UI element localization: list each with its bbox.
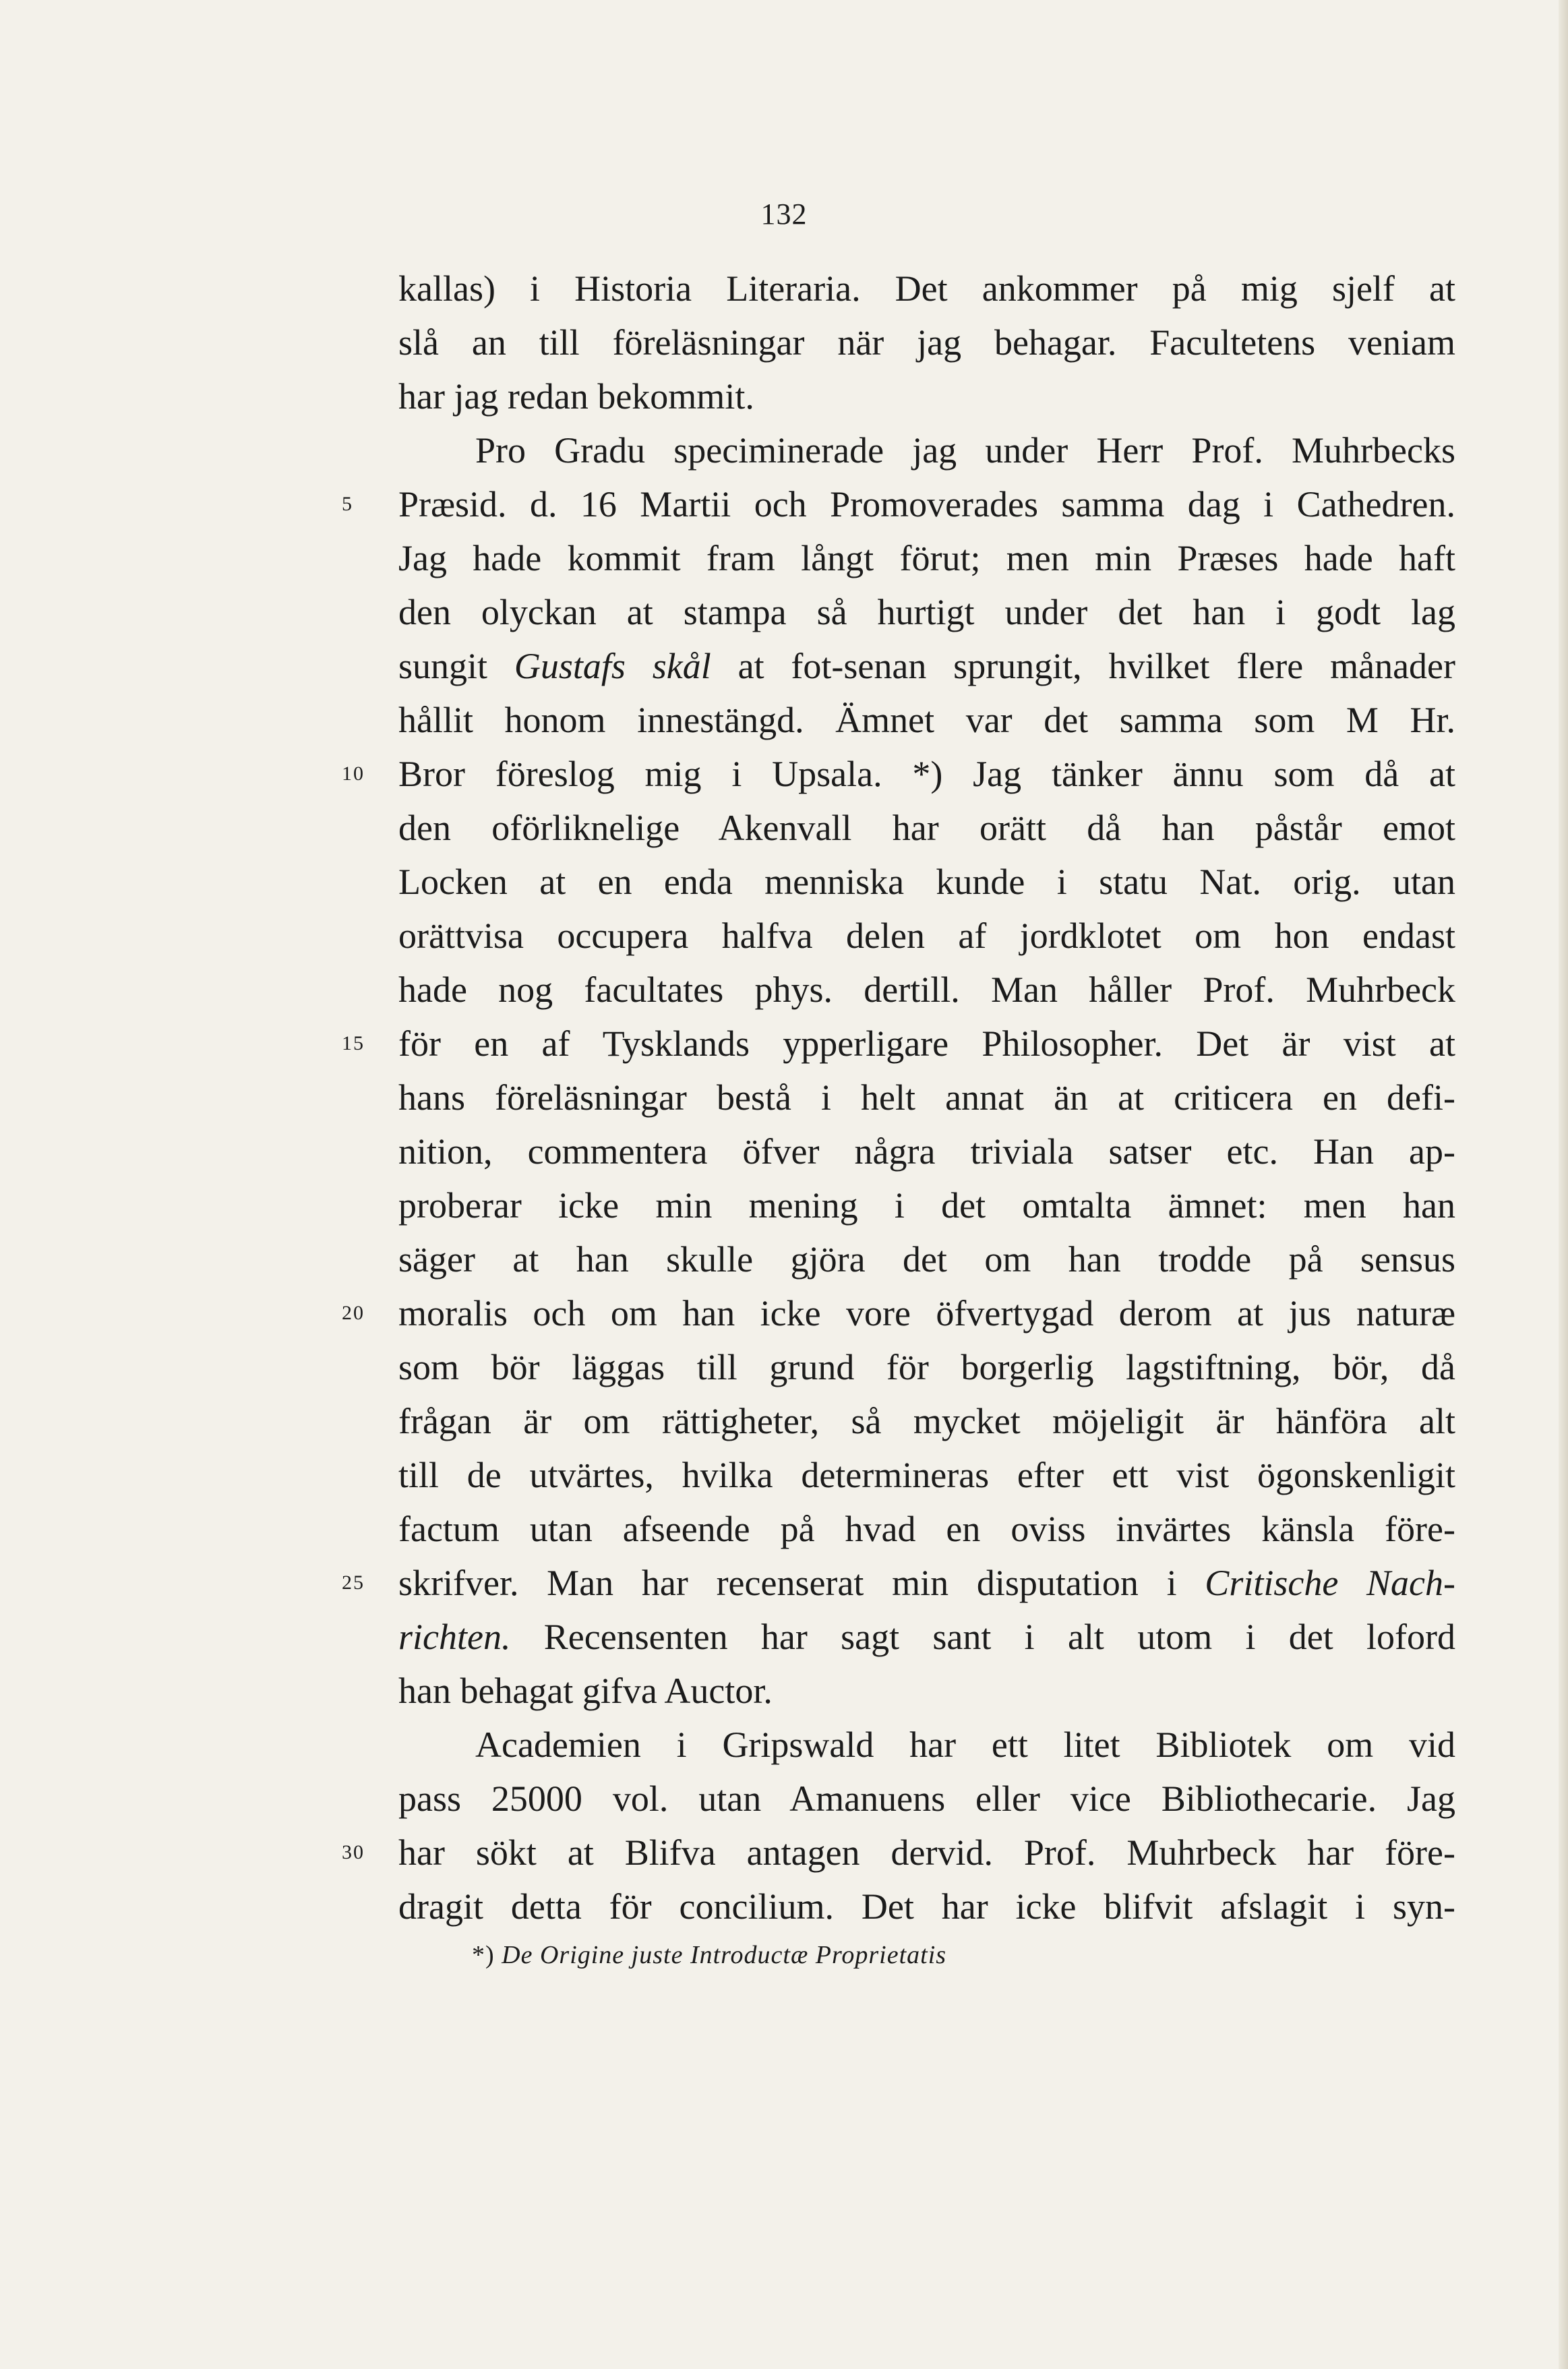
line-text: den oförliknelige Akenvall har orätt då han påstår emot bbox=[398, 808, 1455, 848]
line-text: slå an till föreläsningar när jag behagar. Facultetens veniam bbox=[398, 322, 1455, 363]
italic-title: Gustafs skål bbox=[514, 646, 711, 686]
line-text: har jag redan bekommit. bbox=[398, 376, 754, 417]
line-text: sungit bbox=[398, 646, 514, 686]
text-line bbox=[398, 1502, 1455, 1556]
line-text: orättvisa occupera halfva delen af jordklotet om hon endast bbox=[398, 916, 1455, 956]
line-text: at fot-senan sprungit, hvilket flere månader bbox=[711, 646, 1455, 686]
text-line bbox=[398, 1772, 1455, 1826]
text-block bbox=[342, 262, 1455, 1933]
text-line bbox=[398, 963, 1455, 1017]
line-text: skrifver. Man har recenserat min disputation i bbox=[398, 1563, 1205, 1603]
line-text: den olyckan at stampa så hurtigt under det han i godt lag bbox=[398, 592, 1455, 632]
line-text: Pro Gradu speciminerade jag under Herr Prof. Muhrbecks bbox=[475, 430, 1455, 471]
line-text: Bror föreslog mig i Upsala. *) Jag tänker ännu som då at bbox=[398, 754, 1455, 794]
line-number: 15 bbox=[342, 1032, 365, 1054]
text-line bbox=[398, 801, 1455, 855]
text-line bbox=[342, 477, 1455, 531]
text-line bbox=[342, 1286, 1455, 1340]
text-line bbox=[342, 1017, 1455, 1071]
line-number: 30 bbox=[342, 1841, 365, 1863]
text-line bbox=[398, 1610, 1455, 1664]
line-text: Locken at en enda menniska kunde i statu Nat. orig. utan bbox=[398, 862, 1455, 902]
line-number: 10 bbox=[342, 762, 365, 785]
text-line bbox=[398, 423, 1455, 477]
italic-title: richten. bbox=[398, 1617, 511, 1657]
italic-title: Critische Nach- bbox=[1205, 1563, 1455, 1603]
text-line bbox=[398, 1448, 1455, 1502]
text-line bbox=[342, 1556, 1455, 1610]
page-edge bbox=[1559, 0, 1568, 2369]
line-text: nition, commentera öfver några triviala satser etc. Han ap- bbox=[398, 1131, 1455, 1172]
footnote-mark: *) bbox=[472, 1941, 495, 1969]
line-text: dragit detta för concilium. Det har icke blifvit afslagit i syn- bbox=[398, 1886, 1455, 1927]
footnote bbox=[472, 1940, 946, 1970]
line-text: moralis och om han icke vore öfvertygad derom at jus naturæ bbox=[398, 1293, 1455, 1333]
line-text: hållit honom innestängd. Ämnet var det samma som M Hr. bbox=[398, 700, 1455, 740]
text-line bbox=[398, 369, 1455, 423]
text-line bbox=[342, 1826, 1455, 1880]
line-text: Recensenten har sagt sant i alt utom i det loford bbox=[510, 1617, 1455, 1657]
text-line bbox=[398, 909, 1455, 963]
line-number: 20 bbox=[342, 1302, 365, 1324]
text-line bbox=[398, 531, 1455, 585]
line-text: säger at han skulle gjöra det om han trodde på sensus bbox=[398, 1239, 1455, 1280]
line-text: har sökt at Blifva antagen dervid. Prof. Muhrbeck har före- bbox=[398, 1832, 1455, 1873]
line-text: Præsid. d. 16 Martii och Promoverades samma dag i Cathedren. bbox=[398, 484, 1455, 524]
text-line bbox=[398, 639, 1455, 693]
text-line bbox=[398, 1394, 1455, 1448]
text-line bbox=[342, 747, 1455, 801]
page-number: 132 bbox=[760, 198, 808, 231]
text-line bbox=[398, 262, 1455, 316]
line-text: till de utvärtes, hvilka determineras efter ett vist ögonskenligit bbox=[398, 1455, 1455, 1495]
line-text: pass 25000 vol. utan Amanuens eller vice Bibliothecarie. Jag bbox=[398, 1778, 1455, 1819]
footnote-text: De Origine juste Introductæ Proprietatis bbox=[502, 1941, 947, 1969]
line-text: factum utan afseende på hvad en oviss invärtes känsla före- bbox=[398, 1509, 1455, 1549]
line-text: han behagat gifva Auctor. bbox=[398, 1671, 773, 1711]
text-line bbox=[398, 1232, 1455, 1286]
text-line bbox=[398, 585, 1455, 639]
text-line bbox=[398, 1880, 1455, 1933]
line-text: frågan är om rättigheter, så mycket möjeligit är hänföra alt bbox=[398, 1401, 1455, 1441]
line-number: 5 bbox=[342, 493, 353, 515]
line-text: hade nog facultates phys. dertill. Man håller Prof. Muhrbeck bbox=[398, 969, 1455, 1010]
line-text: proberar icke min mening i det omtalta ämnet: men han bbox=[398, 1185, 1455, 1226]
text-line bbox=[398, 1071, 1455, 1124]
line-text: Jag hade kommit fram långt förut; men min Præses hade haft bbox=[398, 538, 1455, 578]
text-line bbox=[398, 316, 1455, 369]
line-text: kallas) i Historia Literaria. Det ankommer på mig sjelf at bbox=[398, 268, 1455, 309]
line-text: som bör läggas till grund för borgerlig lagstiftning, bör, då bbox=[398, 1347, 1455, 1387]
line-text: för en af Tysklands ypperligare Philosopher. Det är vist at bbox=[398, 1023, 1455, 1064]
text-line bbox=[398, 855, 1455, 909]
line-text: hans föreläsningar bestå i helt annat än at criticera en defi- bbox=[398, 1077, 1455, 1118]
text-line bbox=[398, 1718, 1455, 1772]
line-text: Academien i Gripswald har ett litet Bibliotek om vid bbox=[475, 1725, 1455, 1765]
text-line bbox=[398, 1124, 1455, 1178]
line-number: 25 bbox=[342, 1571, 365, 1594]
text-line bbox=[398, 1340, 1455, 1394]
text-line bbox=[398, 693, 1455, 747]
text-line bbox=[398, 1178, 1455, 1232]
text-line bbox=[398, 1664, 1455, 1718]
